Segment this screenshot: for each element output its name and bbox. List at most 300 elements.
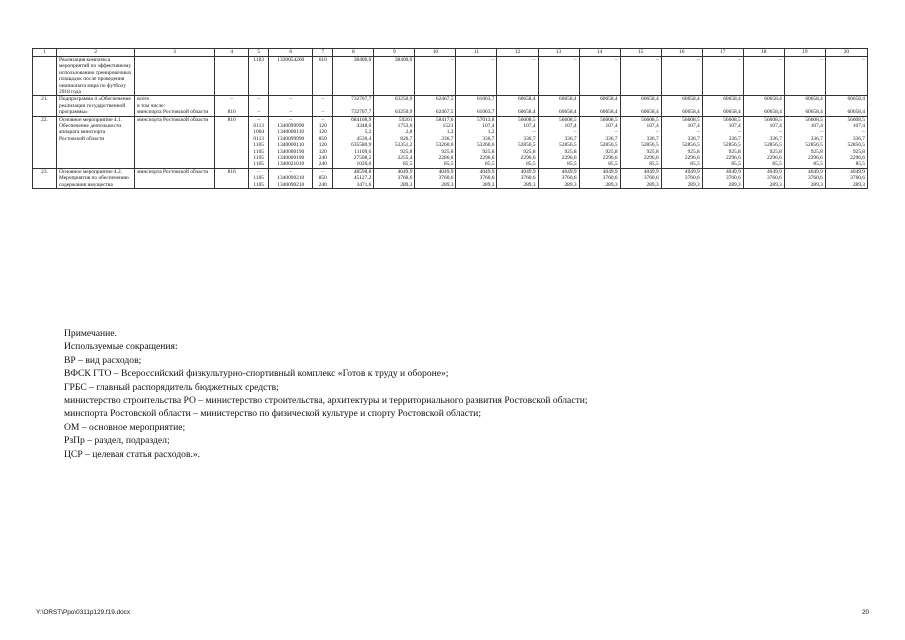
- amount-cell: [415, 96, 456, 116]
- row-number-cell: 22.: [33, 116, 57, 168]
- amount-line: 85,5: [567, 161, 577, 168]
- rzpr-cell-line: 1103: [253, 57, 265, 63]
- amount-line: 289,3: [441, 181, 454, 188]
- amount-line: 56608,5: [518, 116, 536, 123]
- vr-cell-line: 120: [318, 123, 327, 130]
- amount-line: 85,5: [526, 161, 536, 168]
- amount-line: 289,3: [852, 181, 865, 188]
- rzpr-cell: [249, 57, 269, 96]
- vr-cell: [313, 57, 333, 96]
- vr-cell: [313, 96, 333, 116]
- column-number-cell: 4: [215, 49, 249, 57]
- amount-line: 57013,8: [476, 116, 495, 123]
- grbs-cell-line: 816: [227, 116, 236, 123]
- amount-line: –: [655, 57, 659, 63]
- amount-line: 60658,4: [682, 109, 700, 116]
- csr-cell-line: 1340000110: [277, 129, 305, 136]
- grbs-cell: [215, 57, 249, 96]
- amount-line: 2296,6: [643, 155, 659, 161]
- vr-cell-line: 240: [318, 161, 327, 168]
- amount-line: 1753,6: [397, 123, 413, 130]
- amount-cell: [415, 168, 456, 188]
- amount-line: 85,5: [813, 161, 823, 168]
- amount-cell: [825, 168, 867, 188]
- amount-line: 60658,4: [723, 109, 741, 116]
- amount-line: 56608,5: [847, 116, 865, 123]
- amount-line: 60658,4: [518, 109, 536, 116]
- amount-cell: [415, 116, 456, 168]
- note-line: Примечание.: [64, 328, 117, 339]
- amount-line: 52856,5: [600, 142, 618, 149]
- vr-cell-line: –: [321, 96, 325, 103]
- amount-line: 52856,5: [682, 142, 700, 149]
- amount-line: 925,8: [605, 148, 618, 155]
- amount-cell: [620, 168, 661, 188]
- amount-line: 52856,5: [559, 142, 577, 149]
- footer-file-path: Y:\ORST\Ppo\0311p129.f19.docx: [36, 609, 131, 616]
- vr-cell-line: 240: [318, 181, 327, 188]
- csr-cell-line: 1330054260: [277, 57, 305, 63]
- rzpr-cell-line: –: [257, 109, 261, 116]
- amount-line: 2296,6: [850, 155, 865, 161]
- note-line: РзПр – раздел, подраздел;: [64, 435, 170, 447]
- amount-line: 925,8: [810, 148, 823, 155]
- amount-cell: [620, 57, 661, 96]
- amount-line: 58417,6: [435, 116, 454, 123]
- amount-line: 4049,9: [561, 168, 577, 175]
- rzpr-cell-line: 1105: [253, 175, 265, 182]
- amount-line: 85,5: [608, 161, 618, 168]
- amount-line: –: [738, 129, 741, 136]
- amount-line: 60658,4: [805, 109, 823, 116]
- amount-line: 107,4: [769, 123, 782, 130]
- column-number-cell: 15: [620, 49, 661, 57]
- column-number-cell: 13: [538, 49, 579, 57]
- amount-line: 336,7: [441, 135, 454, 142]
- amount-cell: [825, 96, 867, 116]
- amount-line: 1,2: [487, 129, 495, 136]
- amount-cell: [497, 57, 538, 96]
- amount-line: –: [450, 57, 454, 63]
- rzpr-cell: [249, 168, 269, 188]
- amount-line: 56608,5: [641, 116, 659, 123]
- table-row: [33, 116, 868, 168]
- amount-line: 3760,6: [808, 175, 823, 182]
- amount-line: 107,4: [564, 123, 577, 130]
- amount-line: 289,3: [564, 181, 577, 188]
- amount-cell: [620, 96, 661, 116]
- amount-line: 2296,6: [808, 155, 823, 161]
- amount-line: –: [738, 57, 741, 63]
- amount-line: 85,5: [649, 161, 659, 168]
- csr-cell-line: 1340099990: [277, 123, 305, 130]
- executor-cell-line: в том числе:: [137, 102, 166, 109]
- amount-line: 4049,9: [766, 168, 782, 175]
- amount-line: 2296,6: [725, 155, 741, 161]
- amount-cell: [784, 116, 825, 168]
- amount-line: 336,7: [605, 135, 618, 142]
- column-number-cell: 18: [743, 49, 784, 57]
- amount-line: 925,8: [523, 148, 536, 155]
- amount-line: 107,4: [523, 123, 536, 130]
- amount-line: 11109,6: [354, 148, 372, 155]
- executor-cell-line: всего: [137, 96, 150, 103]
- amount-line: 60658,4: [805, 96, 823, 103]
- amount-line: –: [532, 129, 536, 136]
- amount-cell: [333, 57, 374, 96]
- amount-cell: [538, 57, 579, 96]
- grbs-cell: [215, 96, 249, 116]
- page-number: 20: [862, 609, 870, 616]
- vr-cell-line: –: [321, 116, 325, 123]
- amount-line: –: [614, 57, 618, 63]
- grbs-cell: [215, 116, 249, 168]
- amount-line: 289,3: [810, 181, 823, 188]
- note-line: ВФСК ГТО – Всероссийский физкультурно-спортивный комплекс «Готов к труду и обороне»;: [64, 368, 449, 380]
- amount-line: 925,8: [687, 148, 700, 155]
- amount-line: 289,3: [482, 181, 495, 188]
- amount-line: –: [491, 57, 495, 63]
- column-number-cell: 17: [702, 49, 743, 57]
- amount-line: 56608,5: [682, 116, 700, 123]
- notes-block: [64, 327, 588, 461]
- csr-cell-line: –: [289, 116, 293, 123]
- amount-line: 3760,6: [479, 175, 495, 182]
- grbs-cell-line: 816: [227, 109, 236, 116]
- note-line: Используемые сокращения:: [64, 341, 178, 353]
- table-row: [33, 96, 868, 116]
- amount-line: 336,7: [728, 135, 741, 142]
- amount-line: 60658,4: [682, 96, 700, 103]
- amount-line: 4049,9: [602, 168, 618, 175]
- vr-cell-line: 120: [318, 148, 327, 155]
- amount-line: 63250,9: [394, 96, 413, 103]
- amount-line: 2255,4: [397, 155, 413, 161]
- executor-cell: [135, 96, 215, 116]
- amount-line: 4049,9: [850, 168, 865, 175]
- amount-line: 56608,5: [600, 116, 618, 123]
- rzpr-cell-line: 1105: [253, 155, 265, 161]
- amount-line: 925,8: [400, 148, 413, 155]
- amount-line: 60658,4: [847, 109, 865, 116]
- vr-cell-line: –: [321, 168, 325, 175]
- amount-line: 336,7: [769, 135, 782, 142]
- executor-cell-line: минспорта Ростовской области: [137, 168, 209, 175]
- amount-line: 52856,5: [641, 142, 659, 149]
- grbs-cell-line: 816: [227, 168, 236, 175]
- rzpr-cell-line: –: [257, 96, 261, 103]
- amount-line: 925,8: [728, 148, 741, 155]
- amount-line: 52856,5: [764, 142, 782, 149]
- amount-line: 53351,2: [394, 142, 413, 149]
- amount-line: 289,3: [769, 181, 782, 188]
- amount-line: –: [779, 129, 782, 136]
- amount-line: 336,7: [482, 135, 495, 142]
- vr-cell-line: 850: [318, 135, 327, 142]
- amount-line: 1026,0: [356, 161, 372, 168]
- amount-cell: [415, 57, 456, 96]
- amount-line: 4348,6: [356, 123, 372, 130]
- amount-line: 85,5: [772, 161, 782, 168]
- column-number-cell: 1: [33, 49, 57, 57]
- amount-line: 336,7: [523, 135, 536, 142]
- amount-line: 52856,5: [805, 142, 823, 149]
- amount-line: 53260,6: [435, 142, 454, 149]
- amount-cell: [825, 57, 867, 96]
- amount-cell: [538, 168, 579, 188]
- amount-line: –: [655, 129, 659, 136]
- amount-cell: [743, 168, 784, 188]
- amount-line: 60658,4: [559, 96, 577, 103]
- amount-line: 4049,9: [520, 168, 536, 175]
- amount-line: 56608,5: [805, 116, 823, 123]
- rzpr-cell-line: 1105: [253, 181, 265, 188]
- rzpr-cell-line: 0113: [253, 135, 265, 142]
- rzpr-cell-line: 1105: [253, 148, 265, 155]
- amount-line: 107,4: [605, 123, 618, 130]
- table-body: [33, 49, 868, 189]
- rzpr-cell-line: 1105: [253, 142, 265, 149]
- amount-line: 2296,6: [520, 155, 536, 161]
- note-line: ЦСР – целевая статья расходов.».: [64, 448, 201, 460]
- amount-cell: [538, 116, 579, 168]
- amount-line: 4049,9: [479, 168, 495, 175]
- amount-line: 3760,6: [684, 175, 700, 182]
- amount-cell: [374, 116, 415, 168]
- amount-line: –: [697, 57, 700, 63]
- amount-cell: [374, 96, 415, 116]
- amount-line: 2296,6: [561, 155, 577, 161]
- amount-line: 3760,6: [725, 175, 741, 182]
- executor-cell: [135, 168, 215, 188]
- amount-line: 52856,5: [847, 142, 865, 149]
- amount-line: 38400,0: [394, 57, 413, 63]
- rzpr-cell-line: 1105: [253, 161, 265, 168]
- amount-line: 27508,2: [353, 155, 372, 161]
- grbs-cell-line: –: [230, 96, 234, 103]
- amount-cell: [456, 96, 497, 116]
- amount-line: –: [820, 129, 823, 136]
- column-number-cell: 9: [374, 49, 415, 57]
- amount-line: 336,7: [646, 135, 659, 142]
- amount-line: 60658,4: [559, 109, 577, 116]
- vr-cell-line: 120: [318, 142, 327, 149]
- amount-cell: [333, 168, 374, 188]
- amount-line: 38400,0: [353, 57, 372, 63]
- amount-line: 107,4: [646, 123, 659, 130]
- amount-line: 63250,9: [394, 109, 413, 116]
- amount-line: 925,8: [852, 148, 865, 155]
- amount-line: 107,4: [810, 123, 823, 130]
- amount-line: 85,5: [485, 161, 495, 168]
- measure-name-cell: Реализация комплекса мероприятий по эффективному использованию тренировочных площадок после проведения чемпионата мира по футболу 2018 года: [57, 57, 135, 96]
- amount-cell: [579, 96, 620, 116]
- amount-line: 85,5: [402, 161, 413, 168]
- amount-line: 59201: [398, 116, 413, 123]
- column-number-cell: 6: [269, 49, 313, 57]
- vr-cell: [313, 116, 333, 168]
- amount-line: 289,3: [687, 181, 700, 188]
- amount-cell: [333, 96, 374, 116]
- column-number-cell: 12: [497, 49, 538, 57]
- executor-cell: [135, 116, 215, 168]
- amount-line: 107,4: [728, 123, 741, 130]
- amount-cell: [579, 57, 620, 96]
- row-number-cell: 23.: [33, 168, 57, 188]
- amount-line: 61063,7: [476, 109, 495, 116]
- amount-line: 3760,6: [766, 175, 782, 182]
- amount-line: 3471,6: [356, 181, 372, 188]
- amount-line: 289,3: [605, 181, 618, 188]
- amount-line: 732707,7: [351, 96, 372, 103]
- column-number-cell: 19: [784, 49, 825, 57]
- amount-line: 2296,6: [684, 155, 700, 161]
- rzpr-cell-line: 1004: [253, 129, 265, 136]
- amount-line: –: [862, 57, 865, 63]
- amount-line: 925,8: [769, 148, 782, 155]
- amount-cell: [497, 116, 538, 168]
- executor-cell: [135, 57, 215, 96]
- amount-line: 60658,4: [641, 96, 659, 103]
- note-line: ГРБС – главный распорядитель бюджетных средств;: [64, 381, 279, 393]
- column-number-cell: 14: [579, 49, 620, 57]
- amount-line: 62467,5: [435, 109, 454, 116]
- amount-line: 336,7: [810, 135, 823, 142]
- csr-cell-line: –: [289, 168, 293, 175]
- budget-table: [32, 48, 868, 189]
- amount-line: 4049,9: [725, 168, 741, 175]
- vr-cell-line: 240: [318, 155, 327, 161]
- csr-cell-line: 1340090210: [277, 175, 305, 182]
- csr-cell-line: –: [289, 96, 293, 103]
- amount-line: 62467,5: [435, 96, 454, 103]
- rzpr-cell: [249, 116, 269, 168]
- vr-cell: [313, 168, 333, 188]
- amount-cell: [702, 57, 743, 96]
- measure-name-cell: Основное мероприятие 4.1. Обеспечение деятельности аппарата минспорта Ростовской области: [57, 116, 135, 168]
- amount-line: 4049,9: [684, 168, 700, 175]
- amount-cell: [374, 57, 415, 96]
- rzpr-cell-line: –: [257, 116, 261, 123]
- amount-line: 925,8: [646, 148, 659, 155]
- amount-line: 85,5: [731, 161, 741, 168]
- amount-line: –: [573, 129, 577, 136]
- amount-line: 60658,4: [600, 96, 618, 103]
- grbs-cell: [215, 168, 249, 188]
- amount-line: 60658,4: [518, 96, 536, 103]
- amount-line: 3760,6: [643, 175, 659, 182]
- amount-line: 3760,6: [397, 175, 413, 182]
- vr-cell-line: –: [321, 109, 325, 116]
- column-number-cell: 11: [456, 49, 497, 57]
- measure-name-cell: Подпрограмма 4 «Обеспечение реализации государственной программы»: [57, 96, 135, 116]
- amount-line: 4049,9: [438, 168, 454, 175]
- vr-cell-line: 120: [318, 129, 327, 136]
- amount-line: 3760,6: [561, 175, 577, 182]
- amount-line: 336,7: [564, 135, 577, 142]
- amount-line: 635580,9: [351, 142, 372, 149]
- measure-name-cell: Основное мероприятие 4.2. Мероприятия по обеспечению содержания имущества: [57, 168, 135, 188]
- column-number-cell: 7: [313, 49, 333, 57]
- amount-line: 925,8: [482, 148, 495, 155]
- column-number-cell: 16: [661, 49, 702, 57]
- column-number-row: [33, 49, 868, 57]
- csr-cell: [269, 168, 313, 188]
- csr-cell-line: 1340000190: [277, 155, 305, 161]
- amount-line: 2296,6: [479, 155, 495, 161]
- amount-cell: [784, 168, 825, 188]
- amount-cell: [333, 116, 374, 168]
- amount-line: 3760,6: [438, 175, 454, 182]
- amount-line: –: [820, 57, 823, 63]
- amount-line: 289,3: [523, 181, 536, 188]
- amount-cell: [497, 96, 538, 116]
- amount-cell: [620, 116, 661, 168]
- amount-line: 48598,8: [353, 168, 372, 175]
- amount-line: –: [862, 129, 865, 136]
- amount-line: 336,7: [852, 135, 865, 142]
- amount-line: 60658,4: [847, 96, 865, 103]
- csr-cell-line: –: [289, 109, 293, 116]
- executor-cell-line: минспорта Ростовской области: [137, 116, 209, 123]
- amount-line: 56608,5: [723, 116, 741, 123]
- amount-cell: [743, 96, 784, 116]
- amount-line: 61063,7: [476, 96, 495, 103]
- amount-line: 107,4: [482, 123, 495, 130]
- csr-cell: [269, 57, 313, 96]
- amount-cell: [743, 116, 784, 168]
- amount-line: 2296,6: [602, 155, 618, 161]
- amount-cell: [702, 168, 743, 188]
- csr-cell-line: 1340000110: [277, 142, 305, 149]
- amount-line: 60658,4: [764, 96, 782, 103]
- csr-cell-line: 1340090210: [277, 181, 305, 188]
- amount-line: 4049,9: [808, 168, 823, 175]
- amount-line: 60658,4: [600, 109, 618, 116]
- amount-line: 60658,4: [723, 96, 741, 103]
- amount-line: 60658,4: [764, 109, 782, 116]
- amount-cell: [825, 116, 867, 168]
- amount-line: 45127,2: [353, 175, 372, 182]
- note-line: ВР – вид расходов;: [64, 354, 142, 366]
- amount-line: 925,8: [564, 148, 577, 155]
- amount-cell: [579, 168, 620, 188]
- amount-cell: [579, 116, 620, 168]
- note-line: министерство строительства РО – министерство строительства, архитектуры и территориального развития Ростовской области;: [64, 395, 588, 407]
- column-number-cell: 20: [825, 49, 867, 57]
- amount-line: 336,7: [687, 135, 700, 142]
- amount-line: 107,4: [852, 123, 865, 130]
- csr-cell: [269, 116, 313, 168]
- vr-cell-line: 610: [318, 57, 327, 63]
- amount-line: 925,8: [441, 148, 454, 155]
- row-number-cell: 21.: [33, 96, 57, 116]
- amount-line: –: [697, 129, 700, 136]
- amount-line: 85,5: [855, 161, 865, 168]
- amount-line: 4049,9: [643, 168, 659, 175]
- grbs-cell-line: [217, 57, 246, 63]
- amount-line: –: [532, 57, 536, 63]
- amount-line: 2,8: [405, 129, 413, 136]
- row-number-cell: [33, 57, 57, 96]
- amount-line: 4530,4: [356, 135, 372, 142]
- amount-line: 60658,4: [641, 109, 659, 116]
- note-line: минспорта Ростовской области – министерство по физической культуре и спорту Ростовской области;: [64, 408, 481, 420]
- amount-line: 3760,6: [602, 175, 618, 182]
- column-number-cell: 10: [415, 49, 456, 57]
- amount-line: 56608,5: [559, 116, 577, 123]
- csr-cell-line: 1340099990: [277, 135, 305, 142]
